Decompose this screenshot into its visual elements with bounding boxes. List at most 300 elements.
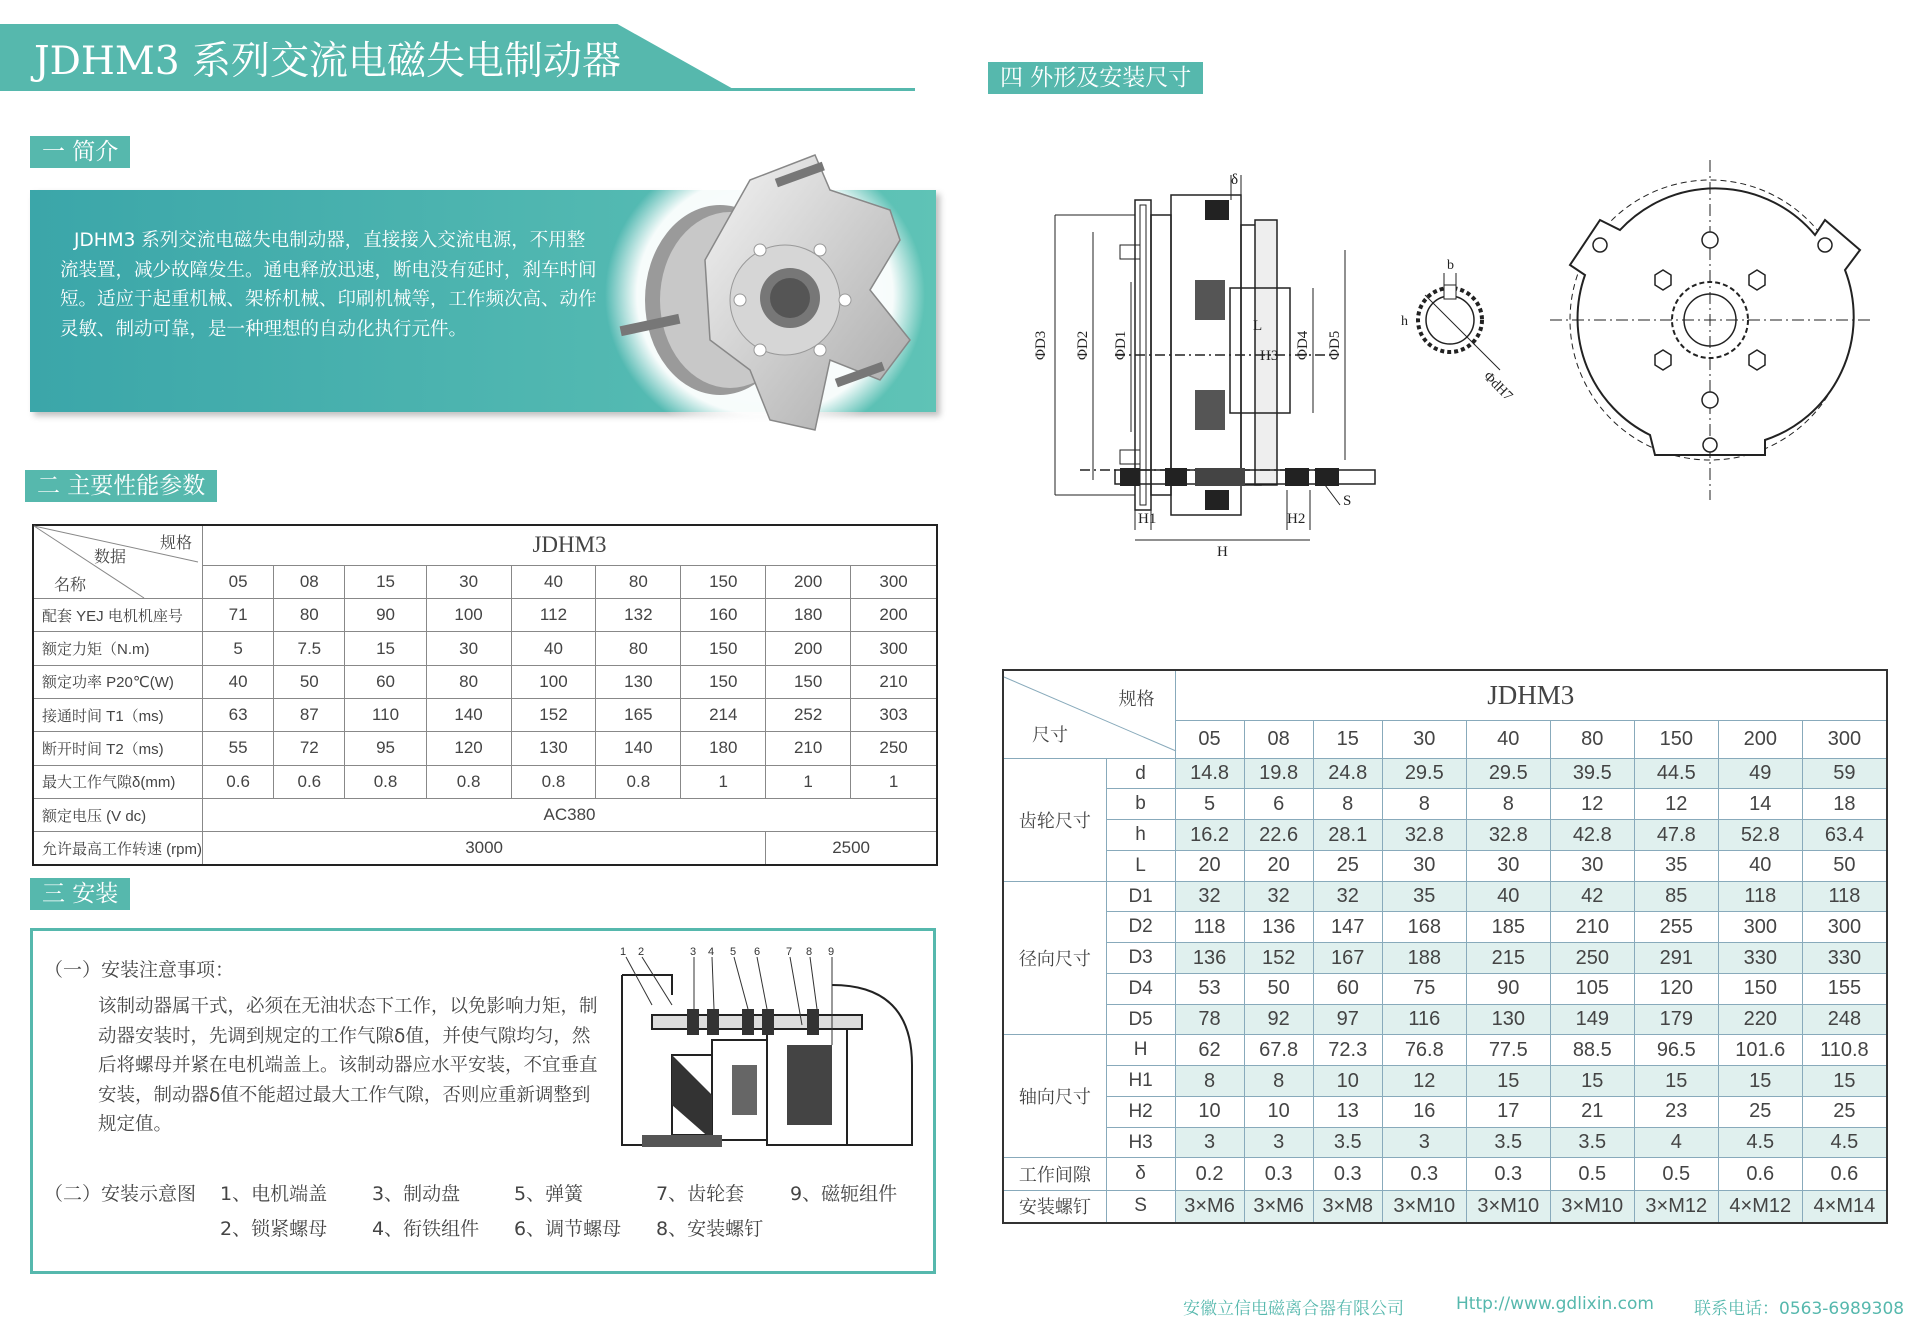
- dim-cell: 3.5: [1313, 1127, 1382, 1158]
- dim-model-header: JDHM3: [1175, 670, 1887, 720]
- dim-cell: 20: [1175, 850, 1244, 881]
- dim-cell: 29.5: [1382, 758, 1466, 789]
- section-dimensions-title: 四 外形及安装尺寸: [988, 62, 1203, 94]
- dim-cell: 3: [1175, 1127, 1244, 1158]
- dim-cell: 179: [1634, 1004, 1718, 1035]
- dim-cell: 3.5: [1550, 1127, 1634, 1158]
- dim-cell: 50: [1802, 850, 1887, 881]
- perf-corner-name: 名称: [54, 577, 87, 595]
- dim-size-cell: 40: [1466, 720, 1550, 758]
- dim-row: [1003, 820, 1887, 851]
- install-diagram: [612, 945, 922, 1155]
- perf-row: [33, 765, 937, 798]
- perf-voltage-value: AC380: [203, 798, 938, 831]
- perf-cell: 7.5: [274, 632, 345, 665]
- dim-cell: 168: [1382, 912, 1466, 943]
- dim-cell: 24.8: [1313, 758, 1382, 789]
- dim-cell: 39.5: [1550, 758, 1634, 789]
- dim-row: [1003, 943, 1887, 974]
- dim-cell: 149: [1550, 1004, 1634, 1035]
- perf-cell: 110: [345, 698, 426, 731]
- label-d2: ΦD2: [1075, 330, 1091, 360]
- dim-cell: 49: [1718, 758, 1802, 789]
- dim-cell: 0.3: [1244, 1158, 1313, 1190]
- dim-symbol: d: [1106, 758, 1175, 789]
- dim-cell: 155: [1802, 973, 1887, 1004]
- dim-cell: 28.1: [1313, 820, 1382, 851]
- dim-cell: 62: [1175, 1035, 1244, 1066]
- diagram-part-number: 3: [690, 946, 697, 958]
- dim-cell: 35: [1634, 850, 1718, 881]
- dimensions-table: [1002, 669, 1888, 1224]
- dim-cell: 8: [1244, 1066, 1313, 1097]
- perf-row-label: 断开时间 T2（ms): [33, 732, 203, 765]
- perf-model-header: JDHM3: [203, 525, 938, 565]
- perf-size-cell: 40: [511, 565, 596, 598]
- dim-symbol: H: [1106, 1035, 1175, 1066]
- dim-cell: 220: [1718, 1004, 1802, 1035]
- dim-cell: 150: [1718, 973, 1802, 1004]
- label-d5: ΦD5: [1327, 330, 1343, 360]
- dim-symbol: H2: [1106, 1096, 1175, 1127]
- dim-cell: 136: [1244, 912, 1313, 943]
- dim-cell: 30: [1382, 850, 1466, 881]
- dim-cell: 14.8: [1175, 758, 1244, 789]
- dim-cell: 50: [1244, 973, 1313, 1004]
- perf-cell: 132: [596, 599, 681, 632]
- perf-cell: 100: [426, 599, 511, 632]
- dim-cell: 16.2: [1175, 820, 1244, 851]
- perf-corner-cell: [33, 525, 203, 599]
- perf-cell: 50: [274, 665, 345, 698]
- dim-cell: 32: [1175, 881, 1244, 912]
- section-install-title: 三 安装: [30, 878, 130, 910]
- part-label: 6、调节螺母: [514, 1218, 622, 1240]
- perf-cell: 300: [851, 632, 937, 665]
- dim-row: [1003, 912, 1887, 943]
- perf-cell: 72: [274, 732, 345, 765]
- perf-cell: 40: [203, 665, 274, 698]
- perf-cell: 150: [681, 665, 766, 698]
- dim-row: [1003, 758, 1887, 789]
- dim-cell: 8: [1466, 789, 1550, 820]
- perf-cell: 1: [681, 765, 766, 798]
- part-label: 2、锁紧螺母: [220, 1218, 328, 1240]
- dim-cell: 130: [1466, 1004, 1550, 1035]
- dim-cell: 40: [1466, 881, 1550, 912]
- dim-cell: 21: [1550, 1096, 1634, 1127]
- dim-cell: 25: [1313, 850, 1382, 881]
- dim-cell: 118: [1718, 881, 1802, 912]
- diagram-part-number: 2: [638, 946, 645, 958]
- dim-cell: 4: [1634, 1127, 1718, 1158]
- perf-size-cell: 200: [766, 565, 851, 598]
- perf-cell: 152: [511, 698, 596, 731]
- dim-row: [1003, 1158, 1887, 1190]
- label-h3: H3: [1260, 348, 1279, 364]
- diagram-part-number: 8: [806, 946, 813, 958]
- dim-corner-size: 尺寸: [1032, 725, 1068, 746]
- dim-group-label: 安装螺钉: [1003, 1190, 1106, 1223]
- dim-symbol: D2: [1106, 912, 1175, 943]
- dim-cell: 63.4: [1802, 820, 1887, 851]
- perf-cell: 200: [766, 632, 851, 665]
- diagram-part-number: 7: [786, 946, 793, 958]
- dim-cell: 32.8: [1466, 820, 1550, 851]
- dim-cell: 147: [1313, 912, 1382, 943]
- dim-group-label: 工作间隙: [1003, 1158, 1106, 1190]
- dim-cell: 10: [1175, 1096, 1244, 1127]
- dim-cell: 17: [1466, 1096, 1550, 1127]
- parts-row-2: [220, 1214, 763, 1241]
- dim-cell: 152: [1244, 943, 1313, 974]
- perf-row: [33, 665, 937, 698]
- perf-cell: 180: [681, 732, 766, 765]
- perf-voltage-label: 额定电压 (V dc): [33, 798, 203, 831]
- dim-symbol: b: [1106, 789, 1175, 820]
- dim-cell: 3: [1382, 1127, 1466, 1158]
- dim-cell: 85: [1634, 881, 1718, 912]
- dim-corner-spec: 规格: [1118, 689, 1155, 710]
- parts-row-1: [220, 1179, 897, 1206]
- dim-cell: 4.5: [1802, 1127, 1887, 1158]
- dim-row: [1003, 1004, 1887, 1035]
- header-underline: [0, 88, 915, 91]
- part-label: 4、衔铁组件: [372, 1218, 480, 1240]
- perf-cell: 214: [681, 698, 766, 731]
- dim-symbol: δ: [1106, 1158, 1175, 1190]
- dim-cell: 30: [1550, 850, 1634, 881]
- label-d3: ΦD3: [1033, 330, 1049, 360]
- dim-cell: 15: [1466, 1066, 1550, 1097]
- dim-cell: 12: [1634, 789, 1718, 820]
- perf-cell: 1: [766, 765, 851, 798]
- dim-cell: 77.5: [1466, 1035, 1550, 1066]
- label-h2: H2: [1287, 511, 1306, 527]
- dim-cell: 30: [1466, 850, 1550, 881]
- dim-cell: 18: [1802, 789, 1887, 820]
- dim-cell: 72.3: [1313, 1035, 1382, 1066]
- dim-row: [1003, 973, 1887, 1004]
- dim-size-cell: 200: [1718, 720, 1802, 758]
- dim-cell: 167: [1313, 943, 1382, 974]
- perf-row: [33, 698, 937, 731]
- dim-group-label: 齿轮尺寸: [1003, 758, 1106, 881]
- dim-cell: 0.5: [1550, 1158, 1634, 1190]
- perf-cell: 15: [345, 632, 426, 665]
- perf-speed-value-a: 3000: [203, 832, 766, 865]
- dim-group-label: 轴向尺寸: [1003, 1035, 1106, 1158]
- diagram-part-number: 6: [754, 946, 761, 958]
- dim-cell: 29.5: [1466, 758, 1550, 789]
- dim-row: [1003, 1035, 1887, 1066]
- dim-cell: 0.5: [1634, 1158, 1718, 1190]
- perf-cell: 5: [203, 632, 274, 665]
- dim-cell: 116: [1382, 1004, 1466, 1035]
- perf-cell: 130: [596, 665, 681, 698]
- dim-size-cell: 150: [1634, 720, 1718, 758]
- perf-cell: 80: [274, 599, 345, 632]
- dim-cell: 20: [1244, 850, 1313, 881]
- dim-cell: 97: [1313, 1004, 1382, 1035]
- perf-cell: 140: [596, 732, 681, 765]
- dim-cell: 118: [1175, 912, 1244, 943]
- dim-cell: 13: [1313, 1096, 1382, 1127]
- dim-cell: 118: [1802, 881, 1887, 912]
- dim-cell: 47.8: [1634, 820, 1718, 851]
- perf-cell: 303: [851, 698, 937, 731]
- dim-cell: 3×M10: [1550, 1190, 1634, 1223]
- dim-cell: 3×M6: [1175, 1190, 1244, 1223]
- performance-table: [32, 524, 938, 866]
- dim-row: [1003, 850, 1887, 881]
- perf-cell: 0.8: [426, 765, 511, 798]
- dim-cell: 291: [1634, 943, 1718, 974]
- dim-cell: 16: [1382, 1096, 1466, 1127]
- perf-speed-value-b: 2500: [766, 832, 937, 865]
- dim-cell: 5: [1175, 789, 1244, 820]
- dim-cell: 330: [1802, 943, 1887, 974]
- dim-cell: 0.3: [1382, 1158, 1466, 1190]
- perf-cell: 100: [511, 665, 596, 698]
- label-h: H: [1217, 544, 1228, 560]
- dim-cell: 105: [1550, 973, 1634, 1004]
- dim-cell: 188: [1382, 943, 1466, 974]
- dim-cell: 6: [1244, 789, 1313, 820]
- dim-symbol: H1: [1106, 1066, 1175, 1097]
- part-label: 1、电机端盖: [220, 1183, 328, 1205]
- footer-website[interactable]: Http://www.gdlixin.com: [1456, 1294, 1654, 1314]
- dim-cell: 136: [1175, 943, 1244, 974]
- perf-size-cell: 150: [681, 565, 766, 598]
- dim-symbol: D4: [1106, 973, 1175, 1004]
- dim-cell: 92: [1244, 1004, 1313, 1035]
- dim-row: [1003, 789, 1887, 820]
- perf-row: [33, 632, 937, 665]
- part-label: 7、齿轮套: [656, 1183, 745, 1205]
- perf-cell: 210: [766, 732, 851, 765]
- label-b: b: [1447, 258, 1454, 273]
- dim-cell: 76.8: [1382, 1035, 1466, 1066]
- perf-cell: 0.8: [345, 765, 426, 798]
- perf-cell: 60: [345, 665, 426, 698]
- dim-group-label: 径向尺寸: [1003, 881, 1106, 1035]
- dim-cell: 8: [1313, 789, 1382, 820]
- dim-cell: 300: [1718, 912, 1802, 943]
- perf-row: [33, 599, 937, 632]
- perf-cell: 0.8: [511, 765, 596, 798]
- dim-cell: 3.5: [1466, 1127, 1550, 1158]
- perf-size-cell: 08: [274, 565, 345, 598]
- perf-cell: 90: [345, 599, 426, 632]
- footer-phone: 联系电话：0563-6989308: [1694, 1299, 1905, 1319]
- perf-corner-spec: 规格: [159, 535, 192, 553]
- dim-cell: 25: [1802, 1096, 1887, 1127]
- dim-cell: 0.3: [1313, 1158, 1382, 1190]
- perf-cell: 180: [766, 599, 851, 632]
- perf-cell: 165: [596, 698, 681, 731]
- perf-cell: 252: [766, 698, 851, 731]
- dim-cell: 35: [1382, 881, 1466, 912]
- dim-cell: 4×M12: [1718, 1190, 1802, 1223]
- perf-cell: 40: [511, 632, 596, 665]
- front-view-drawing: [1525, 155, 1895, 510]
- dim-cell: 25: [1718, 1096, 1802, 1127]
- dim-size-cell: 15: [1313, 720, 1382, 758]
- dim-symbol: h: [1106, 820, 1175, 851]
- perf-size-cell: 80: [596, 565, 681, 598]
- perf-cell: 0.8: [596, 765, 681, 798]
- dim-symbol: D1: [1106, 881, 1175, 912]
- perf-row: [33, 732, 937, 765]
- dim-size-cell: 05: [1175, 720, 1244, 758]
- part-label: 9、磁轭组件: [790, 1183, 898, 1205]
- dim-cell: 3×M10: [1382, 1190, 1466, 1223]
- perf-row-label: 额定力矩（N.m): [33, 632, 203, 665]
- perf-cell: 0.6: [274, 765, 345, 798]
- dim-symbol: H3: [1106, 1127, 1175, 1158]
- label-l: L: [1253, 318, 1263, 334]
- dim-cell: 3×M6: [1244, 1190, 1313, 1223]
- perf-cell: 55: [203, 732, 274, 765]
- perf-cell: 87: [274, 698, 345, 731]
- dim-cell: 110.8: [1802, 1035, 1887, 1066]
- dim-cell: 60: [1313, 973, 1382, 1004]
- perf-cell: 150: [681, 632, 766, 665]
- dim-cell: 53: [1175, 973, 1244, 1004]
- perf-size-cell: 15: [345, 565, 426, 598]
- dim-cell: 15: [1634, 1066, 1718, 1097]
- dim-cell: 12: [1550, 789, 1634, 820]
- brake-product-image: [600, 140, 930, 440]
- perf-cell: 200: [851, 599, 937, 632]
- dim-cell: 23: [1634, 1096, 1718, 1127]
- install-diagram-heading: （二）安装示意图: [44, 1183, 197, 1205]
- dim-symbol: D3: [1106, 943, 1175, 974]
- dim-cell: 22.6: [1244, 820, 1313, 851]
- page-title: JDHM3 系列交流电磁失电制动器: [34, 39, 622, 84]
- dim-row: [1003, 1096, 1887, 1127]
- section-params-title: 二 主要性能参数: [25, 470, 217, 502]
- part-label: 3、制动盘: [372, 1183, 461, 1205]
- dim-size-cell: 300: [1802, 720, 1887, 758]
- dim-cell: 8: [1175, 1066, 1244, 1097]
- dim-row: [1003, 1190, 1887, 1223]
- dim-cell: 78: [1175, 1004, 1244, 1035]
- install-notes-heading: （一）安装注意事项：: [44, 959, 235, 981]
- dim-row: [1003, 881, 1887, 912]
- perf-corner-data: 数据: [94, 549, 127, 567]
- dim-cell: 42: [1550, 881, 1634, 912]
- section-intro-title: 一 简介: [30, 136, 130, 168]
- dim-cell: 255: [1634, 912, 1718, 943]
- dim-cell: 3×M8: [1313, 1190, 1382, 1223]
- label-h-small: h: [1401, 314, 1408, 329]
- perf-cell: 95: [345, 732, 426, 765]
- dim-cell: 15: [1802, 1066, 1887, 1097]
- dim-cell: 75: [1382, 973, 1466, 1004]
- dim-cell: 32: [1313, 881, 1382, 912]
- label-h1: H1: [1138, 511, 1157, 527]
- dim-cell: 0.6: [1718, 1158, 1802, 1190]
- perf-size-cell: 300: [851, 565, 937, 598]
- perf-cell: 112: [511, 599, 596, 632]
- dim-cell: 101.6: [1718, 1035, 1802, 1066]
- diagram-part-number: 1: [620, 946, 627, 958]
- perf-cell: 80: [596, 632, 681, 665]
- dim-cell: 3: [1244, 1127, 1313, 1158]
- dim-cell: 10: [1244, 1096, 1313, 1127]
- part-label: 5、弹簧: [514, 1183, 584, 1205]
- dim-cell: 0.2: [1175, 1158, 1244, 1190]
- label-d4: ΦD4: [1295, 330, 1311, 360]
- perf-row-label: 最大工作气隙δ(mm): [33, 765, 203, 798]
- dim-cell: 120: [1634, 973, 1718, 1004]
- dim-symbol: D5: [1106, 1004, 1175, 1035]
- dim-cell: 88.5: [1550, 1035, 1634, 1066]
- perf-size-cell: 05: [203, 565, 274, 598]
- label-s: S: [1343, 493, 1352, 509]
- dim-cell: 32: [1244, 881, 1313, 912]
- dim-cell: 14: [1718, 789, 1802, 820]
- dim-cell: 19.8: [1244, 758, 1313, 789]
- label-delta: δ: [1231, 172, 1239, 188]
- part-label: 8、安装螺钉: [656, 1218, 764, 1240]
- dim-cell: 15: [1718, 1066, 1802, 1097]
- dim-cell: 3×M10: [1466, 1190, 1550, 1223]
- gear-detail-drawing: [1395, 255, 1535, 405]
- perf-row-label: 额定功率 P20℃(W): [33, 665, 203, 698]
- perf-speed-label: 允许最高工作转速 (rpm): [33, 832, 203, 865]
- dim-cell: 0.6: [1802, 1158, 1887, 1190]
- perf-cell: 120: [426, 732, 511, 765]
- dim-cell: 32.8: [1382, 820, 1466, 851]
- dim-size-cell: 80: [1550, 720, 1634, 758]
- perf-cell: 140: [426, 698, 511, 731]
- perf-size-cell: 30: [426, 565, 511, 598]
- dim-size-cell: 30: [1382, 720, 1466, 758]
- dim-row: [1003, 1127, 1887, 1158]
- dim-cell: 248: [1802, 1004, 1887, 1035]
- dim-cell: 0.3: [1466, 1158, 1550, 1190]
- perf-cell: 160: [681, 599, 766, 632]
- diagram-part-number: 4: [708, 946, 715, 958]
- perf-cell: 130: [511, 732, 596, 765]
- dim-cell: 185: [1466, 912, 1550, 943]
- footer-company: 安徽立信电磁离合器有限公司: [1183, 1299, 1404, 1319]
- dim-cell: 90: [1466, 973, 1550, 1004]
- dim-cell: 250: [1550, 943, 1634, 974]
- perf-cell: 210: [851, 665, 937, 698]
- dim-cell: 330: [1718, 943, 1802, 974]
- perf-cell: 80: [426, 665, 511, 698]
- dim-cell: 40: [1718, 850, 1802, 881]
- dim-symbol: L: [1106, 850, 1175, 881]
- perf-cell: 71: [203, 599, 274, 632]
- perf-cell: 30: [426, 632, 511, 665]
- dim-cell: 3×M12: [1634, 1190, 1718, 1223]
- section-drawing: [995, 170, 1385, 565]
- dim-cell: 4×M14: [1802, 1190, 1887, 1223]
- dim-row: [1003, 1066, 1887, 1097]
- perf-row-label: 配套 YEJ 电机机座号: [33, 599, 203, 632]
- perf-cell: 150: [766, 665, 851, 698]
- dim-corner-cell: [1003, 670, 1175, 758]
- dim-cell: 96.5: [1634, 1035, 1718, 1066]
- dim-cell: 52.8: [1718, 820, 1802, 851]
- dim-cell: 300: [1802, 912, 1887, 943]
- dim-cell: 42.8: [1550, 820, 1634, 851]
